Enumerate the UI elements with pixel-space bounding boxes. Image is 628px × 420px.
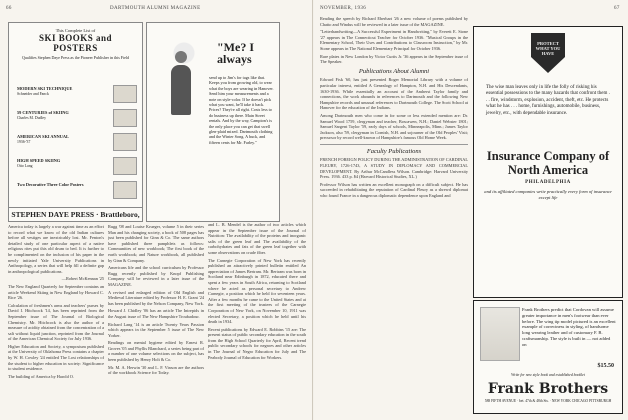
shoe-illustration [480,307,520,361]
figure-silhouette [171,65,191,115]
running-head-left: DARTMOUTH ALUMNI MAGAZINE [110,6,201,11]
book-cover-image [113,85,137,103]
shield-text: PROTECT WHAT YOU HAVE [535,41,561,57]
cartoon-illustration [149,25,209,135]
frank-brothers-ad [473,300,623,414]
insurance-tagline: and its affiliated companies write practically every form of insurance except life [484,189,612,200]
frank-address: 588 FIFTH AVENUE · bet. 47th & 48th Sts. · NEW YORK CHICAGO PITTSBURGH [484,399,612,403]
right-column-main: Reading the speech by Richard Eberhart '26 a new volume of poems published by Chatto and Windus will be reviewed in a later issue of the MAGAZINE. "Letterhandwriting—A Successful Experiment in Handwriting," by Everett E. Stone '27 appears in The Connecticut Teacher for October 1936. "Musical Groups in the Elementary School, Their Uses and Contributions to Classroom Instruction," by Mr. Stone appears in The National Elementary Principal for October 1936. Rare plates in New London by Victor Curtis Jr. '36 appears in the September issue of The Speaker. Publications About Alumni Edward Fisk '60, has just presented Roger Memorial Library with a volume of particular interest, entitled A Genealogy of Hampton, N.H. and His Descendants, 1630-1936. While essentially an account of the Amherst Taylor family and connections, the work abounds in references to Dartmouth and the following New Hampshire records and unusual references to Dartmouth College. The Scott School at Hanover for the education of the Indians. Among Dartmouth men who come in for some or less extended mention are: Dr. Samuel Wood 1759, clergyman and teacher, Boscawen, N.H.; Daniel Webster 1801; Samuel Sargent Taylor '59, early days of schools, Minneapolis, Minn.; James Taylor Jackson, also '59, clergyman in Cornish, N.H. and sojourner of the Old Peoples' Visit; precursor by record well-known of Hampshire's famous Old Home Week. Faculty Publications FRENCH FOREIGN POLICY DURING THE ADMINISTRATION OF CARDINAL FLEURY, 1726-1743, A STUDY IN DIPLOMACY AND COMMERCIAL DEVELOPMENT. By Arthur McCandless Wilson. Cambridge: Harvard University Press. 1936. 433 p. $4 (Harvard Historical Studies, XL.) Professor Wilson has written an excellent monograph on a difficult subject. He has succeeded in rehabilitating the reputation of Cardinal Fleury as a shrewd diplomat who found France in a dangerous diplomatic dependence upon England and [320,16,468,199]
ski-book-item: HIGH SPEED SKIING Otto Lang [17,158,61,168]
insurance-body: The wise man leaves only in life the folly of risking his essential possessions to the many hazards that confront them . . . fire, windstorm, explosion, accident, theft, etc. He protects what he has . . . home, furnishings, automobile, business, jewelry, etc., with dependable insurance. [486,85,610,116]
insurance-company-name: Insurance Company of North America [486,149,610,177]
ski-book-item: 59 CENTURIES of SKIING Charles M. Dudley [17,110,69,120]
clothing-cartoon-ad [146,22,280,222]
book-cover-image [113,157,137,175]
frank-body: Frank Brothers predict that Cordovan will assume greater importance in men's footwear than ever before. The wing tip model pictured is an excellent example of correctness in styling, of handsome long wearing leather and of customary F. B. craftsmanship. The style is built in — not added on [522,307,616,347]
left-column-3: and L. B. Mendel is the author of two articles which appear in the September issue of the Journal of Nutrition: The availability of the proteins and inorganic salts of the green leaf and The availability of the carbohydrates and fats of the green leaf together with some observations on crude fiber. The Carnegie Corporation of New York has recently published an attractively printed bulletin entitled An appreciation of James Bertram. Mr. Bertram was born in Scotland near Edinburgh in 1872, educated there and spent a few years in South Africa, returning to Scotland where he acted as personal secretary to Andrew Carnegie, a position which he held for seventeen years. After a few months he came to the United States and at the first meeting of the trustees of the Carnegie Corporation of New York, on November 10, 1911 was elected Secretary, a position which he held until his death in 1934. Recent publications by Edward E. Robbins '15 are: The present status of public secondary education in the south from the High School Quarterly for April, Recent trend public secondary schools for negroes and other articles in The Journal of Negro Education for July and The Peabody Journal of Education for Workers. [208,222,306,360]
frank-brand-name: Frank Brothers [487,381,609,397]
poster-image [113,181,137,199]
book-cover-image [113,133,137,151]
ski-ad-title-1: SKI BOOKS and [38,33,113,43]
ski-books-ad [8,22,143,222]
ski-book-item: AMERICAN SKI ANNUAL 1936-'37 [17,134,69,144]
frank-note: Write for new style book and established booklet [511,373,585,377]
book-cover-image [113,109,137,127]
left-column-2: Rugg '08 and Louise Krueger, volume 5 in their series Man and his changing society, a book of 508 pages has just been published for Ginn & Co. The same authors have published three pamphlets as follows: Communities of new workbook; The first book of the earth workbook; and Nature workbook, all published by Ginn & Company. Americans life and the school curriculum by Professor Rugg recently published by Knopf Publishing Company will be reviewed in a later issue of the MAGAZINE. A revised and enlarged edition of Old English and Medieval Literature edited by Professor H. E. Grant '24 has been published by the Nelson Company, New York. Howard J. Chidley '06 has an article The Intrepids in the August issue of The New Hampshire Troubadour. Richard Lang '14 is an article Twenty Years Passion which appears in the September 5 issue of The New Yorker. Readings on mental hygiene edited by Ernest R. Groves '05 and Phyllis Blanchard, a series being part of a number of one volume selections on the subject, has been published by Henry Holt & Co. Mr. M. A. Herwin '30 and L. F. Vinson are the authors of the workbook Science for Today. [108,224,204,376]
insurance-city: PHILADELPHIA [525,180,571,185]
page-number-right: 67 [614,6,620,11]
figure-head [175,51,187,63]
section-title-faculty-publications: Faculty Publications [366,147,422,155]
ski-ad-footer: STEPHEN DAYE PRESS · Brattleboro, [9,207,142,221]
left-page [0,0,313,420]
insurance-ad [473,26,623,298]
page-number-left: 66 [6,6,12,11]
section-title-publications-about-alumni: Publications About Alumni [358,67,430,75]
ski-ad-intro: This Complete List of [55,28,96,33]
ski-book-item: Two Decorative Three Color Posters [17,182,84,187]
cartoon-body: send up to Jim's for tags like that. Keeps you from growing old, to wear what the boys are wearing in Hanover. Send him your measurements and a note on style-color. If he doesn't pick what you want, he'll take it back. Prices? They're all right. Costs less to do business up there. Main Street rentals. And by the way, Campion's is the only place you can get that swell glen-plaid mixed. Dartmouth clothing and the Winter Song. A buck, and fifteen cents for Mr. Farley." [209,75,274,145]
running-head-right: NOVEMBER, 1936 [320,6,367,11]
frank-price: $15.50 [597,363,614,369]
left-column-1: America today is largely a war against time as an effort to record what we know of the old Indian cultures before all vestiges are inextricably lost. Mr. Fenton's detailed study of one particular aspect of a native religious rites put this old drum to bed. It is further to be complimented on the inclusion of his paper in the newly initiated Yale University Publications in Anthropology, a series that will help fill a definite gap in anthropological publications. —Robert McKennan '25 The New England Quarterly for September contains an article Weekend Skiing in New England by Howard C. Rice '26. Calculation of freshmen's arms and teachers' purses by David I. Hitchcock '14, has been reprinted from the September issue of The Journal of Biological Chemistry. Mr. Hitchcock is also the author of a measure of acidity obtained from the concentration of a salt without liquid junction, reprinted from the Journal of the American Chemical Society for July 1936. Higher Education and Society, a symposium published at the University of Oklahoma Press contains a chapter by W. H. Cowley '24 entitled The Lost relationships of the student to higher education in society: Significance to student residence. The building of America by Harold O. [8,224,104,379]
right-page [314,0,628,420]
cartoon-quote: "Me? I always [217,40,254,66]
ski-ad-title-2: POSTERS [53,43,98,53]
ski-ad-subtitle: Qualifies Stephen Daye Press as the Pioneer Publisher in this Field [21,55,130,60]
divider [320,144,468,145]
ski-book-item: MODERN SKI TECHNIQUE Schneider and Fanck [17,86,73,96]
